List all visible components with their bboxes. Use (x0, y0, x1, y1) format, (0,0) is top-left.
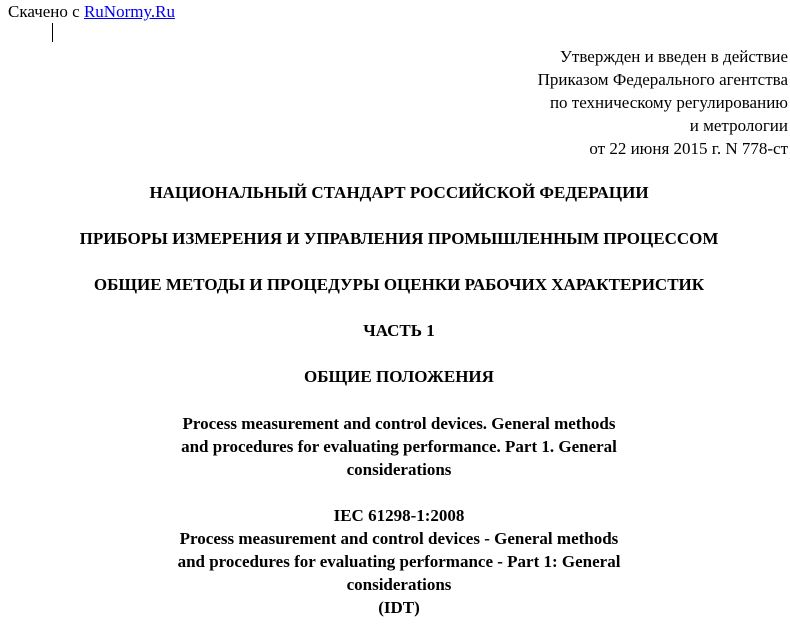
english-title-line: considerations (346, 460, 452, 479)
approval-line: и метрологии (689, 116, 788, 135)
iec-block (0, 504, 790, 619)
iec-designation: IEC 61298-1:2008 (333, 506, 465, 525)
title-heading-line2: ОБЩИЕ МЕТОДЫ И ПРОЦЕДУРЫ ОЦЕНКИ РАБОЧИХ ХАРАКТЕРИСТИК (93, 275, 705, 294)
approval-line: по техническому регулированию (549, 93, 788, 112)
source-prefix: Скачено с (8, 2, 84, 21)
iec-title-line: and procedures for evaluating performance - Part 1: General (177, 552, 621, 571)
approval-block (538, 45, 788, 160)
source-line (8, 2, 175, 22)
text-cursor (52, 23, 53, 42)
iec-title-line: considerations (346, 575, 452, 594)
approval-line: от 22 июня 2015 г. N 778-ст (589, 139, 788, 158)
part-title-heading: ОБЩИЕ ПОЛОЖЕНИЯ (304, 367, 494, 386)
part-heading: ЧАСТЬ 1 (363, 321, 435, 340)
approval-line: Приказом Федерального агентства (537, 70, 788, 89)
english-title-line: and procedures for evaluating performance. Part 1. General (181, 437, 617, 456)
english-title (0, 412, 790, 481)
english-title-line: Process measurement and control devices. General methods (182, 414, 616, 433)
approval-line: Утвержден и введен в действие (559, 47, 788, 66)
standard-type-heading: НАЦИОНАЛЬНЫЙ СТАНДАРТ РОССИЙСКОЙ ФЕДЕРАЦИИ (149, 183, 649, 202)
iec-title-line: Process measurement and control devices - General methods (179, 529, 619, 548)
title-heading-line1: ПРИБОРЫ ИЗМЕРЕНИЯ И УПРАВЛЕНИЯ ПРОМЫШЛЕННЫМ ПРОЦЕССОМ (79, 229, 719, 248)
iec-equivalence: (IDT) (378, 598, 420, 617)
source-link[interactable]: RuNormy.Ru (83, 2, 175, 21)
